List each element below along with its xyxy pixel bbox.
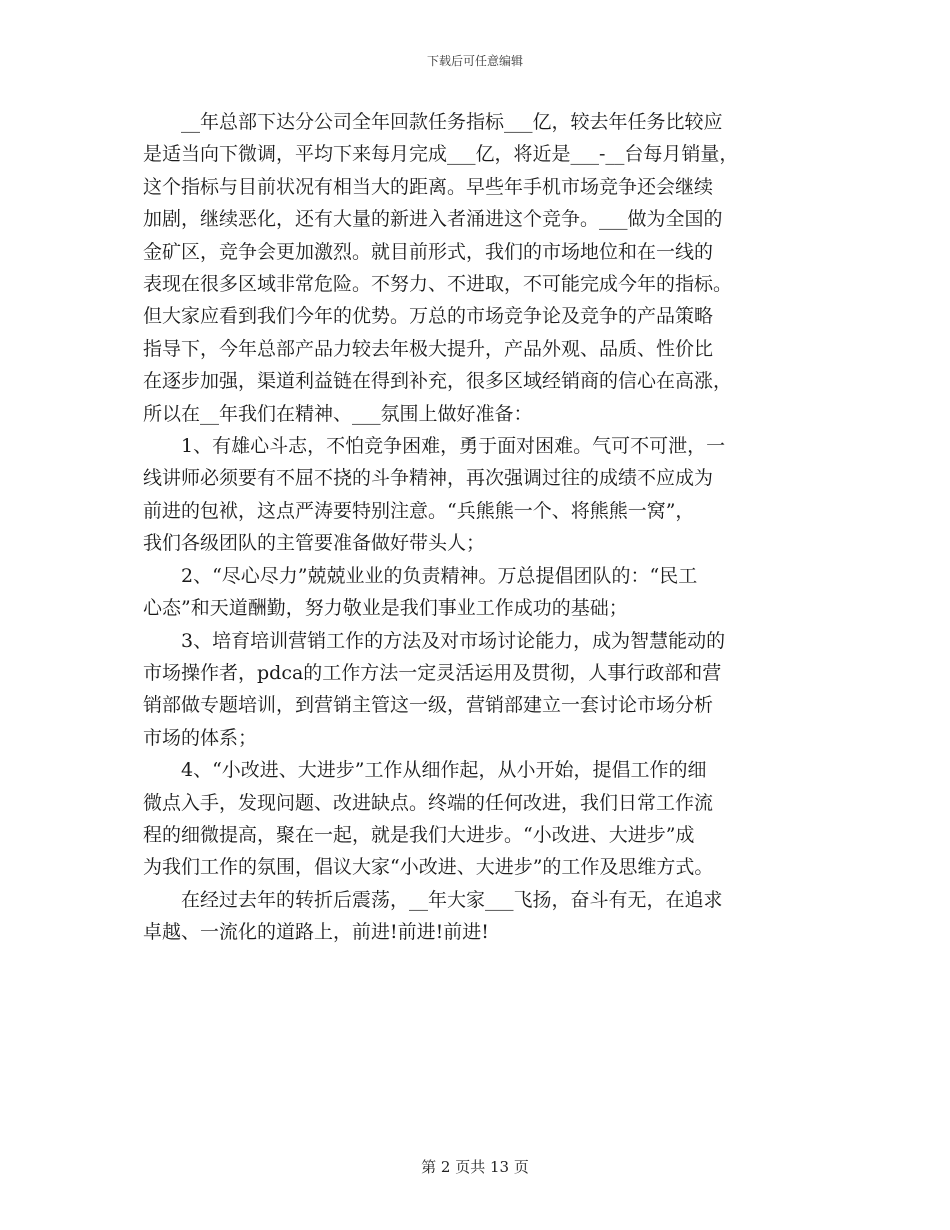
text-line: 销部做专题培训，到营销主管这一级，营销部建立一套讨论市场分析 [143, 694, 714, 717]
page-number: 第 2 页共 13 页 [421, 1158, 529, 1176]
text-line: 线讲师必须要有不屈不挠的斗争精神，再次强调过往的成绩不应成为 [143, 467, 714, 490]
text-line: 市场的体系； [143, 726, 258, 749]
text-line: 加剧，继续恶化，还有大量的新进入者涌进这个竞争。___做为全国的 [143, 208, 723, 231]
text-line: 市场操作者，pdca的工作方法一定灵活运用及贯彻，人事行政部和营 [143, 661, 722, 684]
text-line: 心态”和天道酬勤，努力敬业是我们事业工作成功的基础； [143, 597, 628, 620]
text-line: 2、“尽心尽力”兢兢业业的负责精神。万总提倡团队的：“民工 [143, 564, 698, 587]
text-line: 前进的包袱，这点严涛要特别注意。“兵熊熊一个、将熊熊一窝”， [143, 499, 695, 522]
text-line: 4、“小改进、大进步”工作从细作起，从小开始，提倡工作的细 [143, 759, 707, 782]
text-line: 所以在__年我们在精神、___氛围上做好准备： [143, 402, 533, 425]
text-line: 3、培育培训营销工作的方法及对市场讨论能力，成为智慧能动的 [143, 629, 726, 652]
text-line: 为我们工作的氛围，倡议大家“小改进、大进步”的工作及思维方式。 [143, 856, 714, 879]
text-line: __年总部下达分公司全年回款任务指标___亿，较去年任务比较应 [143, 111, 723, 133]
text-line: 表现在很多区域非常危险。不努力、不进取，不可能完成今年的指标。 [143, 273, 733, 296]
text-line: 卓越、一流化的道路上，前进!前进!前进! [143, 921, 489, 944]
text-line: 微点入手，发现问题、改进缺点。终端的任何改进，我们日常工作流 [143, 791, 714, 814]
text-line: 指导下，今年总部产品力较去年极大提升，产品外观、品质、性价比 [143, 337, 714, 360]
text-line: 1、有雄心斗志，不怕竞争困难，勇于面对困难。气可不可泄，一 [143, 435, 726, 458]
text-line: 但大家应看到我们今年的优势。万总的市场竞争论及竞争的产品策略 [143, 305, 714, 328]
page-header-note: 下载后可任意编辑 [426, 54, 523, 68]
text-line: 在逐步加强，渠道利益链在得到补充，很多区域经销商的信心在高涨， [143, 370, 733, 393]
text-line: 在经过去年的转折后震荡，__年大家___飞扬，奋斗有无，在追求 [143, 888, 723, 911]
text-line: 这个指标与目前状况有相当大的距离。早些年手机市场竞争还会继续 [143, 175, 714, 198]
document-body [143, 106, 811, 949]
text-line: 金矿区，竞争会更加激烈。就目前形式，我们的市场地位和在一线的 [143, 240, 714, 263]
text-line: 程的细微提高，聚在一起，就是我们大进步。“小改进、大进步”成 [143, 823, 695, 846]
text-line: 我们各级团队的主管要准备做好带头人； [143, 532, 486, 555]
text-line: 是适当向下微调，平均下来每月完成___亿，将近是___-__台每月销量， [143, 143, 739, 166]
